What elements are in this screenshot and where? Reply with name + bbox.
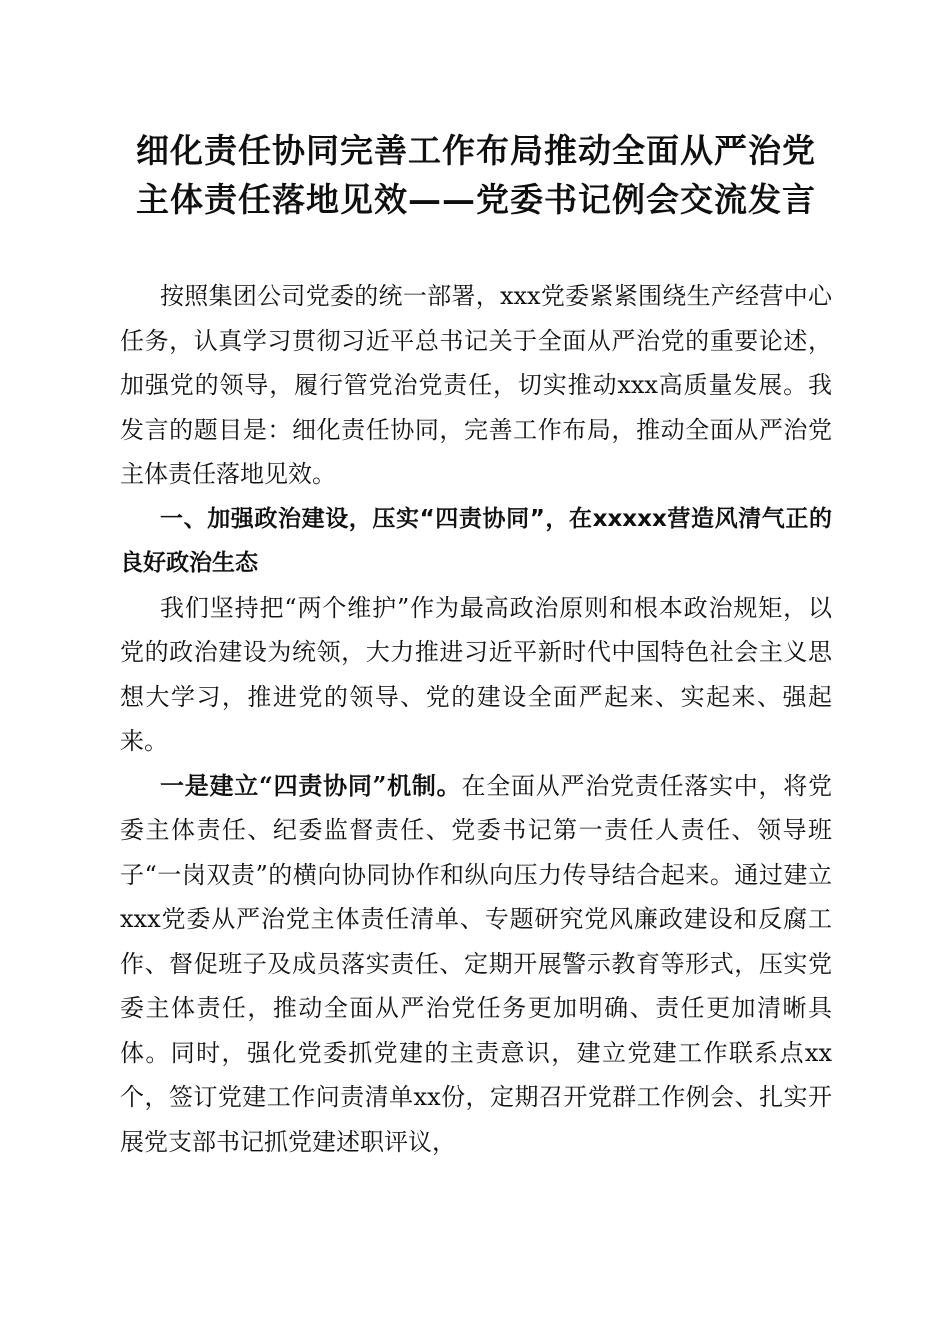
point-1-paragraph [120,764,832,1165]
title-line-2: 主体责任落地见效——党委书记例会交流发言 [136,180,816,219]
document-body [120,274,832,1164]
section-1-heading: 一、加强政治建设，压实“四责协同”，在xxxxx营造风清气正的良好政治生态 [120,505,832,576]
section-1-paragraph: 我们坚持把“两个维护”作为最高政治原则和根本政治规矩，以党的政治建设为统领，大力推进习近平新时代中国特色社会主义思想大学习，推进党的领导、党的建设全面严起来、实起来、强起来。 [120,593,832,755]
point-1-text: 在全面从严治党责任落实中，将党委主体责任、纪委监督责任、党委书记第一责任人责任、领导班子“一岗双责”的横向协同协作和纵向压力传导结合起来。通过建立xxx党委从严治党主体责任清单、专题研究党风廉政建设和反腐工作、督促班子及成员落实责任、定期开展警示教育等形式，压实党委主体责任，推动全面从严治党任务更加明确、责任更加清晰具体。同时，强化党委抓党建的主责意识，建立党建工作联系点xx个，签订党建工作问责清单xx份，定期召开党群工作例会、扎实开展党支部书记抓党建述职评议， [120,771,833,1156]
point-1-lead: 一是建立“四责协同”机制。 [160,770,462,800]
document-title [120,126,832,224]
title-line-1: 细化责任协同完善工作布局推动全面从严治党 [136,131,816,170]
document-page [120,126,832,1164]
intro-paragraph: 按照集团公司党委的统一部署，xxx党委紧紧围绕生产经营中心任务，认真学习贯彻习近平总书记关于全面从严治党的重要论述，加强党的领导，履行管党治党责任，切实推动xxx高质量发展。我发言的题目是：细化责任协同，完善工作布局，推动全面从严治党主体责任落地见效。 [120,282,832,488]
